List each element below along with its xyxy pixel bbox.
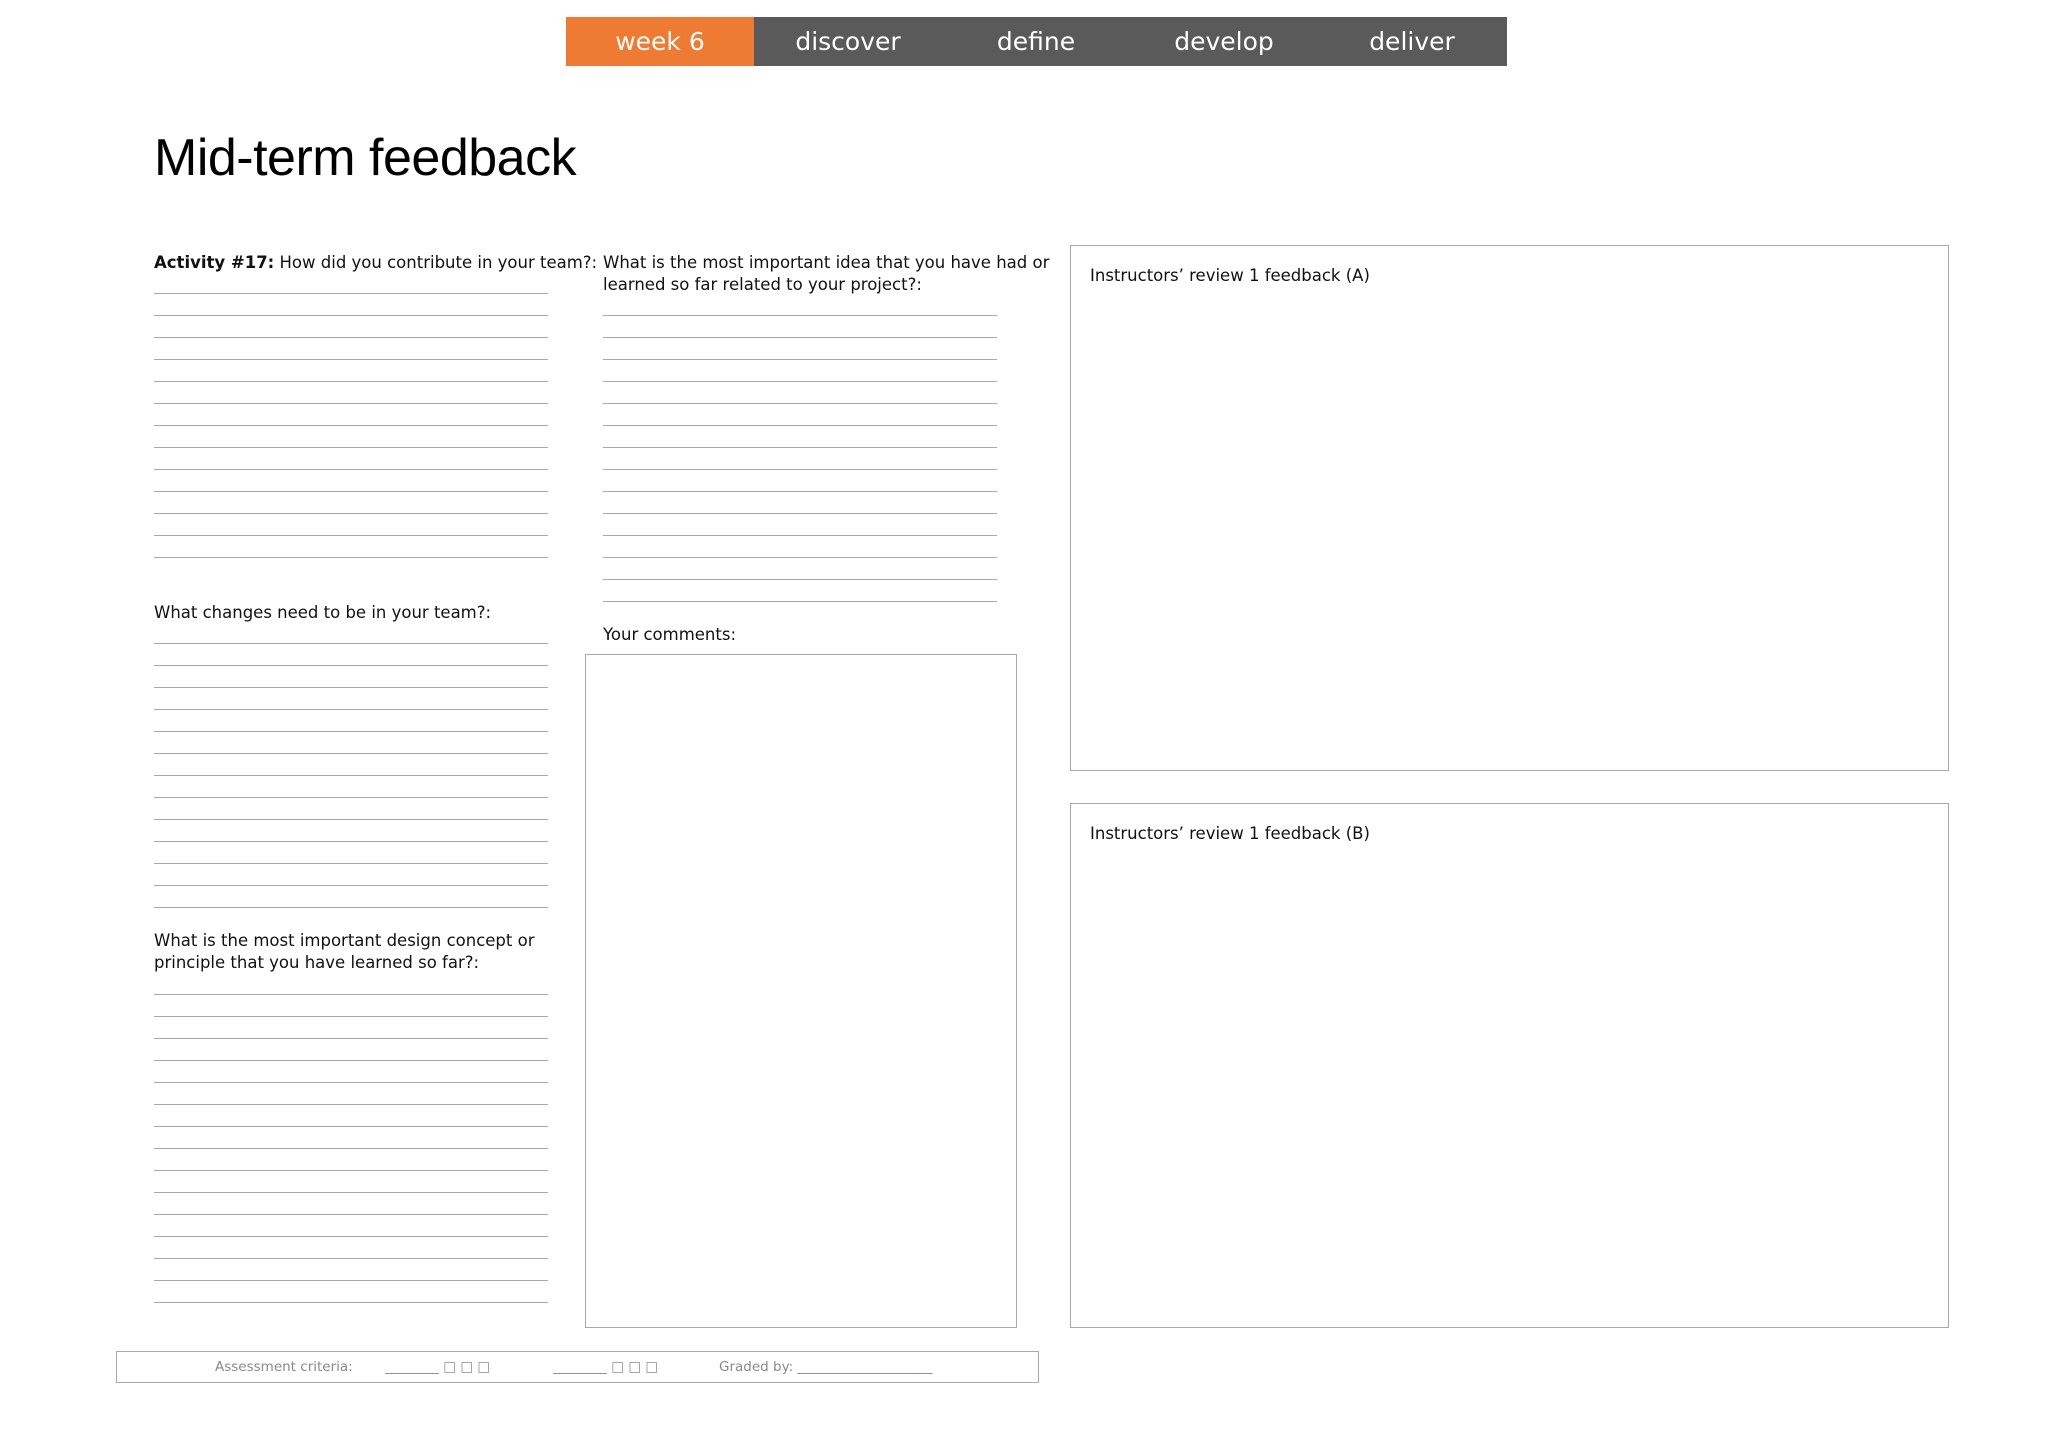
answer-line[interactable] [603, 470, 997, 492]
answer-lines-design-concept[interactable] [154, 973, 548, 1303]
phase-tab-deliver[interactable]: deliver [1369, 27, 1455, 56]
answer-line[interactable] [154, 820, 548, 842]
phase-nav [566, 17, 1507, 66]
assessment-strip [116, 1351, 1039, 1383]
answer-line[interactable] [154, 404, 548, 426]
answer-line[interactable] [154, 1083, 548, 1105]
answer-line[interactable] [154, 1281, 548, 1303]
answer-line[interactable] [154, 1237, 548, 1259]
answer-line[interactable] [603, 294, 997, 316]
answer-line[interactable] [154, 1017, 548, 1039]
answer-line[interactable] [154, 1105, 548, 1127]
answer-line[interactable] [154, 995, 548, 1017]
question-changes: What changes need to be in your team?: [154, 603, 492, 622]
question-design-concept-line1: What is the most important design concept or [154, 931, 535, 950]
review-a-label: Instructors’ review 1 feedback (A) [1090, 266, 1370, 285]
answer-line[interactable] [154, 710, 548, 732]
assessment-field-1[interactable]: ________ □ □ □ [385, 1359, 491, 1375]
answer-line[interactable] [154, 360, 548, 382]
answer-line[interactable] [154, 688, 548, 710]
answer-line[interactable] [154, 1259, 548, 1281]
answer-lines-changes[interactable] [154, 622, 548, 908]
comments-box[interactable] [585, 654, 1017, 1328]
answer-line[interactable] [603, 580, 997, 602]
phase-tab-week-6[interactable]: week 6 [566, 17, 754, 66]
answer-line[interactable] [154, 776, 548, 798]
answer-line[interactable] [154, 272, 548, 294]
answer-line[interactable] [154, 644, 548, 666]
answer-line[interactable] [603, 536, 997, 558]
question-important-idea-line1: What is the most important idea that you have had or [603, 253, 1050, 272]
question-design-concept-line2: principle that you have learned so far?: [154, 953, 480, 972]
answer-line[interactable] [154, 842, 548, 864]
answer-line[interactable] [603, 316, 997, 338]
phase-tab-develop[interactable]: develop [1174, 27, 1274, 56]
phase-tab-discover[interactable]: discover [795, 27, 901, 56]
answer-line[interactable] [154, 1171, 548, 1193]
review-b-box[interactable] [1070, 803, 1949, 1328]
answer-line[interactable] [603, 558, 997, 580]
answer-line[interactable] [154, 732, 548, 754]
comments-label: Your comments: [603, 625, 737, 644]
answer-line[interactable] [154, 622, 548, 644]
answer-line[interactable] [154, 294, 548, 316]
answer-line[interactable] [154, 514, 548, 536]
answer-line[interactable] [154, 338, 548, 360]
answer-line[interactable] [603, 514, 997, 536]
graded-by-field[interactable]: Graded by: ____________________ [719, 1359, 933, 1375]
answer-line[interactable] [154, 666, 548, 688]
answer-line[interactable] [603, 382, 997, 404]
assessment-field-2[interactable]: ________ □ □ □ [553, 1359, 659, 1375]
question-design-concept [154, 930, 534, 974]
answer-line[interactable] [154, 492, 548, 514]
question-important-idea [603, 252, 1049, 296]
answer-line[interactable] [154, 1149, 548, 1171]
answer-line[interactable] [154, 316, 548, 338]
question-contribute [154, 252, 597, 274]
answer-line[interactable] [154, 426, 548, 448]
review-a-box[interactable] [1070, 245, 1949, 771]
phase-tab-define[interactable]: define [996, 27, 1076, 56]
answer-line[interactable] [603, 448, 997, 470]
answer-line[interactable] [603, 404, 997, 426]
review-b-label: Instructors’ review 1 feedback (B) [1090, 824, 1370, 843]
answer-line[interactable] [154, 470, 548, 492]
answer-line[interactable] [154, 973, 548, 995]
answer-line[interactable] [154, 1193, 548, 1215]
activity-label: Activity #17: [154, 253, 275, 272]
answer-line[interactable] [603, 338, 997, 360]
answer-line[interactable] [603, 426, 997, 448]
assessment-label: Assessment criteria: [215, 1359, 353, 1375]
answer-line[interactable] [154, 798, 548, 820]
answer-line[interactable] [154, 754, 548, 776]
answer-lines-important-idea[interactable] [603, 294, 997, 602]
answer-line[interactable] [154, 886, 548, 908]
answer-line[interactable] [154, 382, 548, 404]
answer-line[interactable] [603, 492, 997, 514]
answer-line[interactable] [154, 1039, 548, 1061]
answer-line[interactable] [154, 448, 548, 470]
answer-line[interactable] [154, 1127, 548, 1149]
answer-line[interactable] [154, 864, 548, 886]
question-contribute-text: How did you contribute in your team?: [274, 253, 598, 272]
answer-line[interactable] [603, 360, 997, 382]
answer-line[interactable] [154, 1215, 548, 1237]
answer-line[interactable] [154, 536, 548, 558]
answer-lines-contribute[interactable] [154, 272, 548, 558]
question-important-idea-line2: learned so far related to your project?: [603, 275, 922, 294]
answer-line[interactable] [154, 1061, 548, 1083]
page-title: Mid-term feedback [154, 129, 577, 187]
